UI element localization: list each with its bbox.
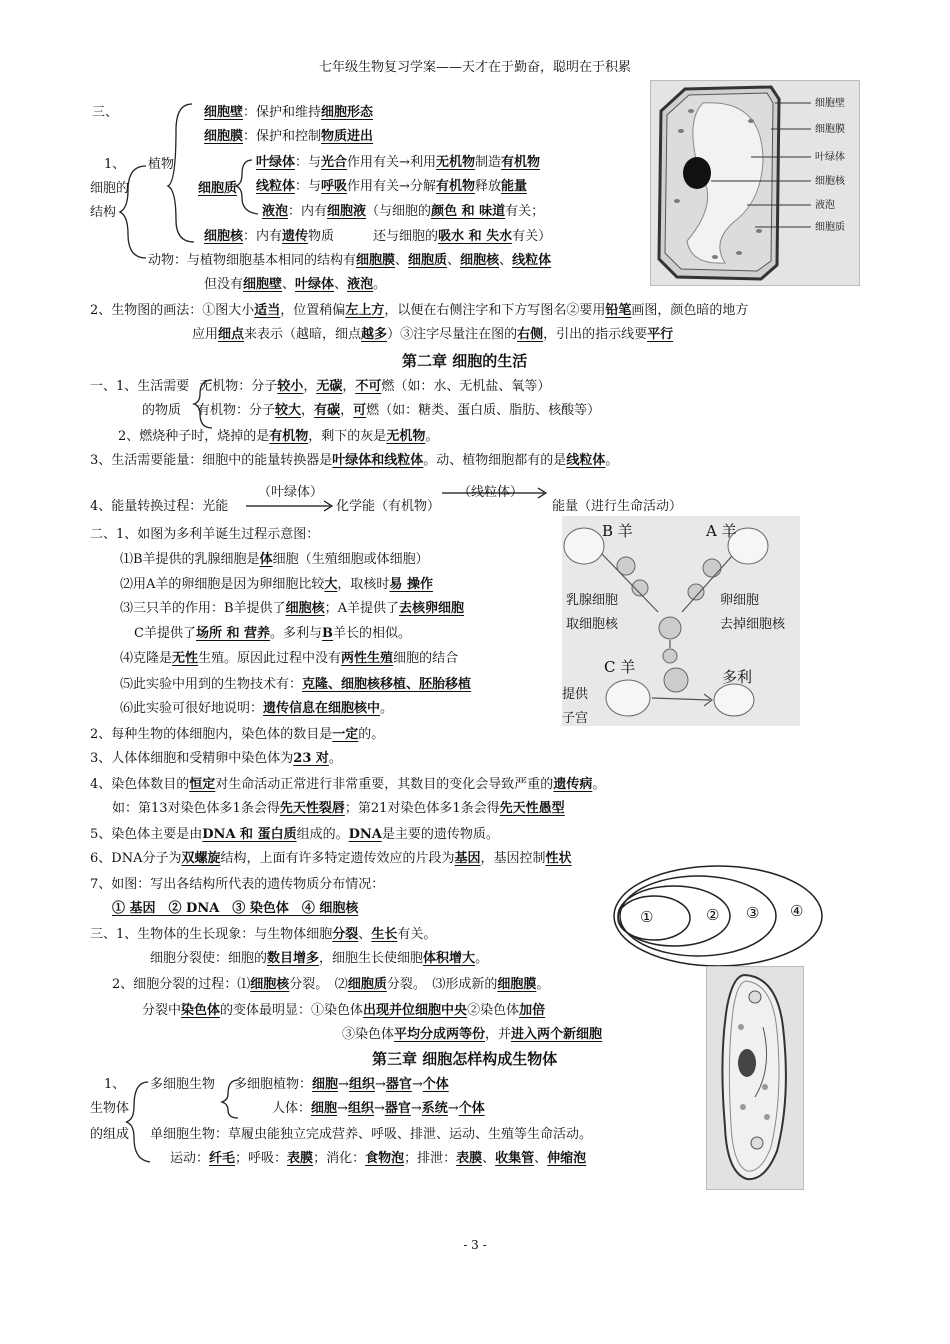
human-levels-line: [272, 1100, 485, 1118]
provide-label: 提供: [562, 687, 589, 702]
text: 生殖。原因此过程中没有: [198, 651, 342, 666]
text: 3、人体体细胞和受精卵中染色体为: [90, 751, 294, 766]
text: 三、1、生物体的生长现象：与生物体细胞: [90, 927, 333, 942]
answer: 器官: [384, 1101, 411, 1116]
answer: 较大: [275, 403, 302, 418]
text: →: [447, 1101, 459, 1116]
text: 2、细胞分裂的过程：⑴: [112, 977, 251, 992]
answer: 有碳: [314, 403, 341, 418]
growth-line-2: [150, 950, 488, 968]
ch3-item-number: 1、: [104, 1077, 126, 1092]
text: ⑴B羊提供的乳腺细胞是: [120, 552, 260, 567]
answer: 系统: [421, 1101, 448, 1116]
answer: 食物泡: [365, 1151, 405, 1166]
sheep-b-label: B 羊: [602, 522, 633, 540]
circle-label-4: ④: [790, 902, 804, 920]
answer: 铅笔: [605, 303, 632, 318]
chloroplast-arrow-label: （叶绿体）: [258, 485, 324, 500]
text: 5、染色体主要是由: [90, 827, 203, 842]
text: 是主要的遗传物质。: [381, 827, 499, 842]
needs-line-2: [142, 402, 600, 420]
text: ；消化：: [313, 1151, 366, 1166]
answer: 细胞壁: [243, 277, 283, 292]
dolly-label: 多利: [722, 668, 753, 686]
text: 燃（如：水、无机盐、氧等）: [381, 379, 551, 394]
text: ③染色体: [342, 1027, 395, 1042]
text: 6、DNA分子为: [90, 851, 182, 866]
text: 有关；: [505, 204, 545, 219]
answer: 先天性裂唇: [279, 801, 345, 816]
answer: 进入两个新细胞: [511, 1027, 603, 1042]
cell-membrane-line: [204, 128, 373, 146]
answer: 生长: [371, 927, 398, 942]
circle-label-1: ①: [640, 908, 654, 926]
text: 。: [592, 777, 606, 792]
answer: 叶绿体: [256, 155, 296, 170]
text: 、: [395, 253, 409, 268]
text: 有关）: [512, 229, 552, 244]
organism-label-1: 生物体: [90, 1101, 130, 1116]
organism-label-2: 的组成: [90, 1127, 130, 1142]
paramecium-diagram: [707, 967, 803, 1189]
answer: 左上方: [345, 303, 385, 318]
page-number: - 3 -: [463, 1238, 487, 1252]
sheep-a-label: A 羊: [706, 522, 737, 540]
cloning-figure: [562, 516, 800, 726]
take-nucleus-label: 取细胞核: [566, 617, 619, 632]
section-number: 三、: [92, 105, 119, 120]
chromosome-q5: [90, 826, 499, 844]
answer: 物质进出: [321, 129, 374, 144]
text: ⑹此实验可很好地说明：: [120, 701, 264, 716]
energy-converter-line: [90, 452, 618, 470]
text: ，: [301, 403, 315, 418]
answer: 性状: [545, 851, 572, 866]
answer: 可: [353, 403, 367, 418]
text: 、: [499, 253, 513, 268]
chromosome-change-line-2: [342, 1026, 602, 1044]
chapter-3-title: 第三章 细胞怎样构成生物体: [372, 1050, 558, 1068]
answer: 组织: [347, 1101, 374, 1116]
text: ，以便在右侧注字和下方写图名②要用: [384, 303, 606, 318]
text: 物质 还与细胞的: [308, 229, 439, 244]
answer: 表膜: [456, 1151, 483, 1166]
text: 组成的。: [296, 827, 349, 842]
text: ，基因控制: [480, 851, 546, 866]
answer: 器官: [385, 1077, 412, 1092]
text: 作用有关→利用: [347, 155, 436, 170]
text: （与细胞的: [366, 204, 432, 219]
answer: 染色体: [181, 1003, 221, 1018]
text: 多细胞植物：: [234, 1077, 313, 1092]
text: 如：第13对染色体多1条会得: [112, 801, 280, 816]
answer: 体: [259, 552, 273, 567]
answer: 细胞核: [285, 601, 325, 616]
text: ；排泄：: [404, 1151, 457, 1166]
answer: 克隆、细胞核移植、胚胎移植: [302, 677, 472, 692]
multicellular-label: 多细胞生物: [150, 1077, 216, 1092]
text: ，: [340, 403, 354, 418]
answer: 不可: [355, 379, 382, 394]
dolly-intro: 二、1、如图为多利羊诞生过程示意图：: [90, 527, 320, 542]
paramecium-figure: [706, 966, 804, 1190]
answer: ① 基因 ② DNA ③ 染色体 ④ 细胞核: [112, 901, 359, 916]
answer: 无机物: [435, 155, 475, 170]
text: 2、生物图的画法：①图大小: [90, 303, 255, 318]
text: 、: [282, 277, 296, 292]
text: 。多利与: [270, 626, 323, 641]
energy-process-start: 4、能量转换过程：光能: [90, 499, 229, 514]
growth-line-1: [90, 926, 436, 944]
answer: 纤毛: [209, 1151, 236, 1166]
text: 画图，颜色暗的地方: [631, 303, 749, 318]
answer: 个体: [458, 1101, 485, 1116]
text: ⑸此实验中用到的生物技术有：: [120, 677, 303, 692]
text: 、: [482, 1151, 496, 1166]
fig-label-chloroplast: 叶绿体: [815, 152, 845, 163]
text: ⑷克隆是: [120, 651, 173, 666]
text: →: [373, 1101, 385, 1116]
answer: 大: [324, 577, 338, 592]
text: ：保护和控制: [243, 129, 322, 144]
plant-cell-figure: [650, 80, 860, 286]
answer: 越多: [361, 327, 388, 342]
text: 分裂中: [142, 1003, 182, 1018]
answer: 表膜: [287, 1151, 314, 1166]
text: 对生命活动正常进行非常重要，其数目的变化会导致严重的: [215, 777, 554, 792]
text: 的变体最明显：①染色体: [220, 1003, 364, 1018]
answer: 场所 和 营养: [195, 626, 271, 641]
text: →: [338, 1077, 349, 1092]
text: ；A羊提供了: [324, 601, 399, 616]
page-header: 七年级生物复习学案——天才在于勤奋，聪明在于积累: [318, 60, 631, 75]
text: 作用有关→分解: [347, 179, 436, 194]
vacuole-line: [262, 203, 544, 221]
plant-label: 植物: [148, 157, 175, 172]
text: 细胞的结合: [393, 651, 459, 666]
text: 分裂。 ⑵: [289, 977, 348, 992]
answer: 体积增大: [423, 951, 476, 966]
text: ⑵用A羊的卵细胞是因为卵细胞比较: [120, 577, 325, 592]
answer: 能量: [500, 179, 527, 194]
answer: 一定: [332, 727, 359, 742]
cell-structure-label-1: 细胞的: [90, 181, 130, 196]
dolly-q1: [120, 551, 429, 569]
text: 来表示（越暗，细点: [244, 327, 362, 342]
answer: 有机物: [435, 179, 475, 194]
text: 。: [475, 951, 489, 966]
text: →: [411, 1077, 423, 1092]
answer: 收集管: [495, 1151, 535, 1166]
answer: 细胞质: [198, 181, 238, 196]
answer: 叶绿体: [295, 277, 335, 292]
uterus-label: 子宫: [562, 711, 589, 726]
plant-levels-line: [234, 1076, 449, 1094]
fig-label-vacuole: 液泡: [815, 200, 835, 211]
text: 。: [380, 701, 394, 716]
text: ②染色体: [467, 1003, 520, 1018]
text: 细胞（生殖细胞或体细胞）: [272, 552, 429, 567]
answer: 呼吸: [321, 179, 348, 194]
dolly-q2: [120, 576, 433, 594]
text: 羊长的相似。: [333, 626, 412, 641]
text: 释放: [474, 179, 501, 194]
answer: 分裂: [332, 927, 359, 942]
answer: 有机物: [269, 429, 309, 444]
answer: 叶绿体和线粒体: [332, 453, 424, 468]
text: ：保护和维持: [243, 105, 322, 120]
dna-q7-answer: [112, 900, 358, 918]
answer: 组织: [348, 1077, 375, 1092]
text: 运动：: [170, 1151, 210, 1166]
text: 动物：与植物细胞基本相同的结构有: [148, 253, 357, 268]
text: ；呼吸：: [235, 1151, 288, 1166]
fig-label-nucleus: 细胞核: [815, 176, 845, 187]
sheep-c-label: C 羊: [604, 658, 636, 676]
drawing-rules-line-2: [192, 326, 673, 344]
answer: 线粒体: [566, 453, 606, 468]
answer: 细胞形态: [321, 105, 374, 120]
text: 3、生活需要能量：细胞中的能量转换器是: [90, 453, 333, 468]
answer: 数目增多: [267, 951, 320, 966]
answer: 线粒体: [512, 253, 552, 268]
mitochondria-line: [256, 178, 527, 196]
answer: 细胞质: [408, 253, 448, 268]
answer: 双螺旋: [181, 851, 221, 866]
answer: 细胞膜: [204, 129, 244, 144]
text: ，并: [485, 1027, 512, 1042]
answer: 遗传: [282, 229, 309, 244]
division-process-line: [112, 976, 549, 994]
answer: 线粒体: [256, 179, 296, 194]
chromosome-q4: [90, 776, 605, 794]
answer: 去核卵细胞: [398, 601, 464, 616]
cell-wall-line: [204, 104, 373, 122]
text: ）③注字尽量注在图的: [387, 327, 518, 342]
text: 。: [328, 751, 342, 766]
text: 、: [358, 927, 372, 942]
answer: 细胞膜: [356, 253, 396, 268]
answer: 细胞: [312, 1077, 339, 1092]
mammary-cell-label: 乳腺细胞: [566, 593, 619, 608]
answer: 细胞核: [460, 253, 500, 268]
text: →: [374, 1077, 386, 1092]
answer: 有机物: [500, 155, 540, 170]
text: 细胞分裂使：细胞的: [150, 951, 268, 966]
needs-line-1: [90, 378, 550, 396]
answer: 23 对: [293, 751, 329, 766]
nucleus-line: [204, 228, 551, 246]
dolly-q6: [120, 700, 393, 718]
text: 4、染色体数目的: [90, 777, 190, 792]
text: 应用: [192, 327, 219, 342]
answer: 先天性愚型: [499, 801, 565, 816]
dolly-q5: [120, 676, 471, 694]
answer: 细胞膜: [497, 977, 537, 992]
answer: 光合: [321, 155, 348, 170]
text: C羊提供了: [134, 626, 196, 641]
text: 燃（如：糖类、蛋白质、脂肪、核酸等）: [366, 403, 601, 418]
dolly-q3: [120, 600, 464, 618]
mitochondria-arrow-label: （线粒体）: [458, 485, 524, 500]
text: ，: [303, 379, 317, 394]
remove-nucleus-label: 去掉细胞核: [720, 617, 786, 632]
dolly-q4: [120, 650, 458, 668]
chromosome-change-line: [142, 1002, 545, 1020]
answer: 出现并位细胞中央: [363, 1003, 468, 1018]
chemical-energy: 化学能（有机物）: [336, 499, 441, 514]
text: 制造: [474, 155, 501, 170]
fig-label-wall: 细胞壁: [815, 98, 845, 109]
text: ：内有: [288, 204, 328, 219]
drawing-rules-line-1: [90, 302, 748, 320]
dolly-q3b: [134, 625, 411, 643]
chromosome-example: [112, 800, 565, 818]
answer: 细胞质: [347, 977, 387, 992]
egg-cell-label: 卵细胞: [720, 593, 760, 608]
text: ，: [342, 379, 356, 394]
circle-label-3: ③: [746, 904, 760, 922]
answer: 液泡: [262, 204, 289, 219]
text: 。动、植物细胞都有的是: [423, 453, 567, 468]
text: 2、每种生物的体细胞内，染色体的数目是: [90, 727, 333, 742]
text: 、: [447, 253, 461, 268]
circle-label-2: ②: [706, 906, 720, 924]
text: ：内有: [243, 229, 283, 244]
answer: 液泡: [347, 277, 374, 292]
answer: DNA: [348, 827, 382, 842]
answer: B: [322, 626, 334, 641]
item-number: 1、: [104, 157, 126, 172]
text: ：与: [295, 179, 322, 194]
answer: 细胞核: [204, 229, 244, 244]
single-cell-line: 单细胞生物：草履虫能独立完成营养、呼吸、排泄、运动、生殖等生命活动。: [150, 1127, 593, 1142]
answer: 无碳: [316, 379, 343, 394]
answer: 恒定: [189, 777, 216, 792]
arrow-1: [246, 500, 336, 512]
answer: 吸水 和 失水: [438, 229, 513, 244]
fig-label-cytoplasm: 细胞质: [815, 222, 845, 233]
answer: 遗传病: [553, 777, 593, 792]
text: 。: [425, 429, 439, 444]
text: →: [410, 1101, 422, 1116]
text: 2、燃烧种子时，烧掉的是: [118, 429, 270, 444]
dna-q7: 7、如图：写出各结构所代表的遗传物质分布情况：: [90, 877, 385, 892]
answer: 基因: [454, 851, 481, 866]
text: 。: [605, 453, 619, 468]
answer: 细胞核: [250, 977, 290, 992]
answer: 细胞壁: [204, 105, 244, 120]
text: 有机物：分子: [197, 403, 276, 418]
animal-lacks-line: [204, 276, 386, 294]
energy-result: 能量（进行生命活动）: [552, 499, 683, 514]
answer: 易 操作: [389, 577, 433, 592]
text: ，剩下的灰是: [308, 429, 387, 444]
text: 一、1、生活需要: [90, 379, 190, 394]
answer: 遗传信息在细胞核中: [263, 701, 381, 716]
animal-cell-line: [148, 252, 551, 270]
chapter-2-title: 第二章 细胞的生活: [402, 352, 528, 370]
text: 人体：: [272, 1101, 312, 1116]
answer: 细点: [218, 327, 245, 342]
answer: 适当: [254, 303, 281, 318]
answer: 加倍: [519, 1003, 546, 1018]
cell-structure-label-2: 结构: [90, 205, 117, 220]
chromosome-q2: [90, 726, 384, 744]
answer: 无性: [172, 651, 199, 666]
text: ；第21对染色体多1条会得: [344, 801, 500, 816]
text: 的。: [358, 727, 385, 742]
paramecium-functions-line: [170, 1150, 586, 1168]
text: 、: [334, 277, 348, 292]
text: ，取核时: [337, 577, 390, 592]
arrow-2: [442, 487, 550, 499]
answer: 平行: [647, 327, 674, 342]
answer: 无机物: [386, 429, 426, 444]
text: 无机物：分子: [199, 379, 278, 394]
text: 但没有: [204, 277, 244, 292]
text: 、: [534, 1151, 548, 1166]
chromosome-q3: [90, 750, 342, 768]
answer: 细胞: [311, 1101, 338, 1116]
fig-label-membrane: 细胞膜: [815, 124, 845, 135]
answer: 细胞液: [327, 204, 367, 219]
burning-seeds-line: [118, 428, 438, 446]
text: ，引出的指示线要: [543, 327, 648, 342]
text: ：与: [295, 155, 322, 170]
answer: 平均分成两等份: [394, 1027, 486, 1042]
text: 的物质: [142, 403, 182, 418]
answer: 颜色 和 味道: [431, 204, 506, 219]
text: 结构，上面有许多特定遗传效应的片段为: [220, 851, 455, 866]
text: ⑶三只羊的作用：B羊提供了: [120, 601, 286, 616]
text: 有关。: [397, 927, 437, 942]
text: ，细胞生长使细胞: [319, 951, 424, 966]
answer: 较小: [277, 379, 304, 394]
text: 。: [536, 977, 550, 992]
text: 。: [373, 277, 387, 292]
answer: 个体: [422, 1077, 449, 1092]
dna-q6: [90, 850, 572, 868]
answer: 右侧: [517, 327, 544, 342]
text: 分裂。 ⑶形成新的: [386, 977, 498, 992]
answer: DNA 和 蛋白质: [202, 827, 297, 842]
chloroplast-line: [256, 154, 540, 172]
answer: 伸缩泡: [547, 1151, 587, 1166]
text: →: [337, 1101, 348, 1116]
text: ，位置稍偏: [280, 303, 346, 318]
answer: 两性生殖: [341, 651, 394, 666]
